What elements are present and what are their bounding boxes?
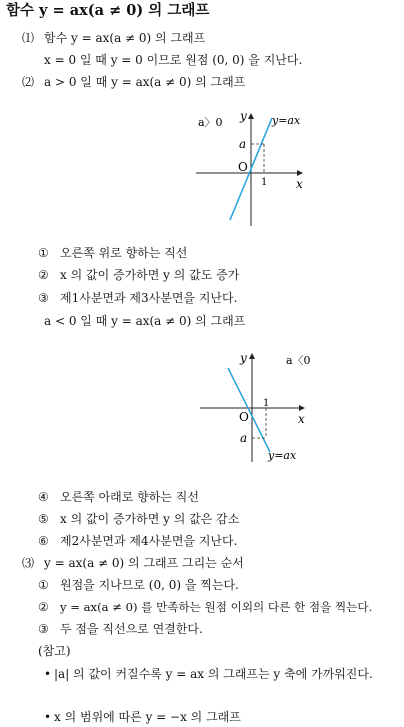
step-1-number: ① <box>38 578 49 592</box>
origin-label: O <box>238 160 248 174</box>
prop-6-text: 제2사분면과 제4사분면을 지난다. <box>60 534 238 548</box>
a-tick-label: a <box>240 431 248 445</box>
x-axis-label: x <box>298 412 305 426</box>
prop-5-number: ⑤ <box>38 512 49 526</box>
y-axis-label: y <box>240 109 247 123</box>
prop-4-text: 오른쪽 아래로 향하는 직선 <box>60 490 199 504</box>
section-1-heading: 함수 y = ax(a ≠ 0) 의 그래프 <box>44 31 206 45</box>
x-axis-label: x <box>296 177 303 191</box>
prop-1-text: 오른쪽 위로 향하는 직선 <box>60 246 188 260</box>
step-3-text: 두 점을 직선으로 연결한다. <box>60 622 203 636</box>
origin-label: O <box>239 410 249 424</box>
section-3-number: ⑶ <box>22 556 35 570</box>
bullet-2-text: x 의 범위에 따른 y = −x 의 그래프 <box>54 710 241 724</box>
prop-5-text: x 의 값이 증가하면 y 의 값은 감소 <box>60 512 240 526</box>
a-tick-label: a <box>239 137 247 151</box>
prop-4-number: ④ <box>38 490 49 504</box>
prop-3-number: ③ <box>38 291 49 305</box>
prop-1-number: ① <box>38 246 49 260</box>
bullet-dot: • <box>44 667 52 681</box>
graph-positive-slope <box>192 104 314 228</box>
y-axis-label: y <box>240 351 247 365</box>
prop-3-text: 제1사분면과 제3사분면을 지난다. <box>60 291 238 305</box>
step-3-number: ③ <box>38 622 49 636</box>
line-label: y=ax <box>268 449 297 462</box>
condition-label: a〈0 <box>286 354 311 367</box>
section-2-number: ⑵ <box>22 75 35 89</box>
step-2-text: y = ax(a ≠ 0) 를 만족하는 원점 이외의 다른 한 점을 찍는다. <box>60 600 373 614</box>
bullet-dot: • <box>44 710 52 724</box>
prop-2-number: ② <box>38 268 49 282</box>
negative-case-heading: a < 0 일 때 y = ax(a ≠ 0) 의 그래프 <box>44 314 246 328</box>
step-2-number: ② <box>38 600 49 614</box>
line-label: y=ax <box>272 114 301 127</box>
graph-negative-slope <box>192 348 314 466</box>
section-2-heading: a > 0 일 때 y = ax(a ≠ 0) 의 그래프 <box>44 75 246 89</box>
x-tick-label: 1 <box>263 398 270 409</box>
section-1-body: x = 0 일 때 y = 0 이므로 원점 (0, 0) 을 지난다. <box>44 53 303 67</box>
section-1-number: ⑴ <box>22 31 35 45</box>
graph-line <box>228 368 270 452</box>
prop-6-number: ⑥ <box>38 534 49 548</box>
page-title: 함수 y = ax(a ≠ 0) 의 그래프 <box>6 2 210 19</box>
condition-label: a〉0 <box>198 116 223 129</box>
note-label: (참고) <box>38 644 71 658</box>
section-3-heading: y = ax(a ≠ 0) 의 그래프 그리는 순서 <box>44 556 244 570</box>
step-1-text: 원점을 지나므로 (0, 0) 을 찍는다. <box>60 578 239 592</box>
prop-2-text: x 의 값이 증가하면 y 의 값도 증가 <box>60 268 240 282</box>
x-tick-label: 1 <box>261 177 268 188</box>
bullet-1-text: |a| 의 값이 커질수록 y = ax 의 그래프는 y 축에 가까워진다. <box>54 667 373 681</box>
